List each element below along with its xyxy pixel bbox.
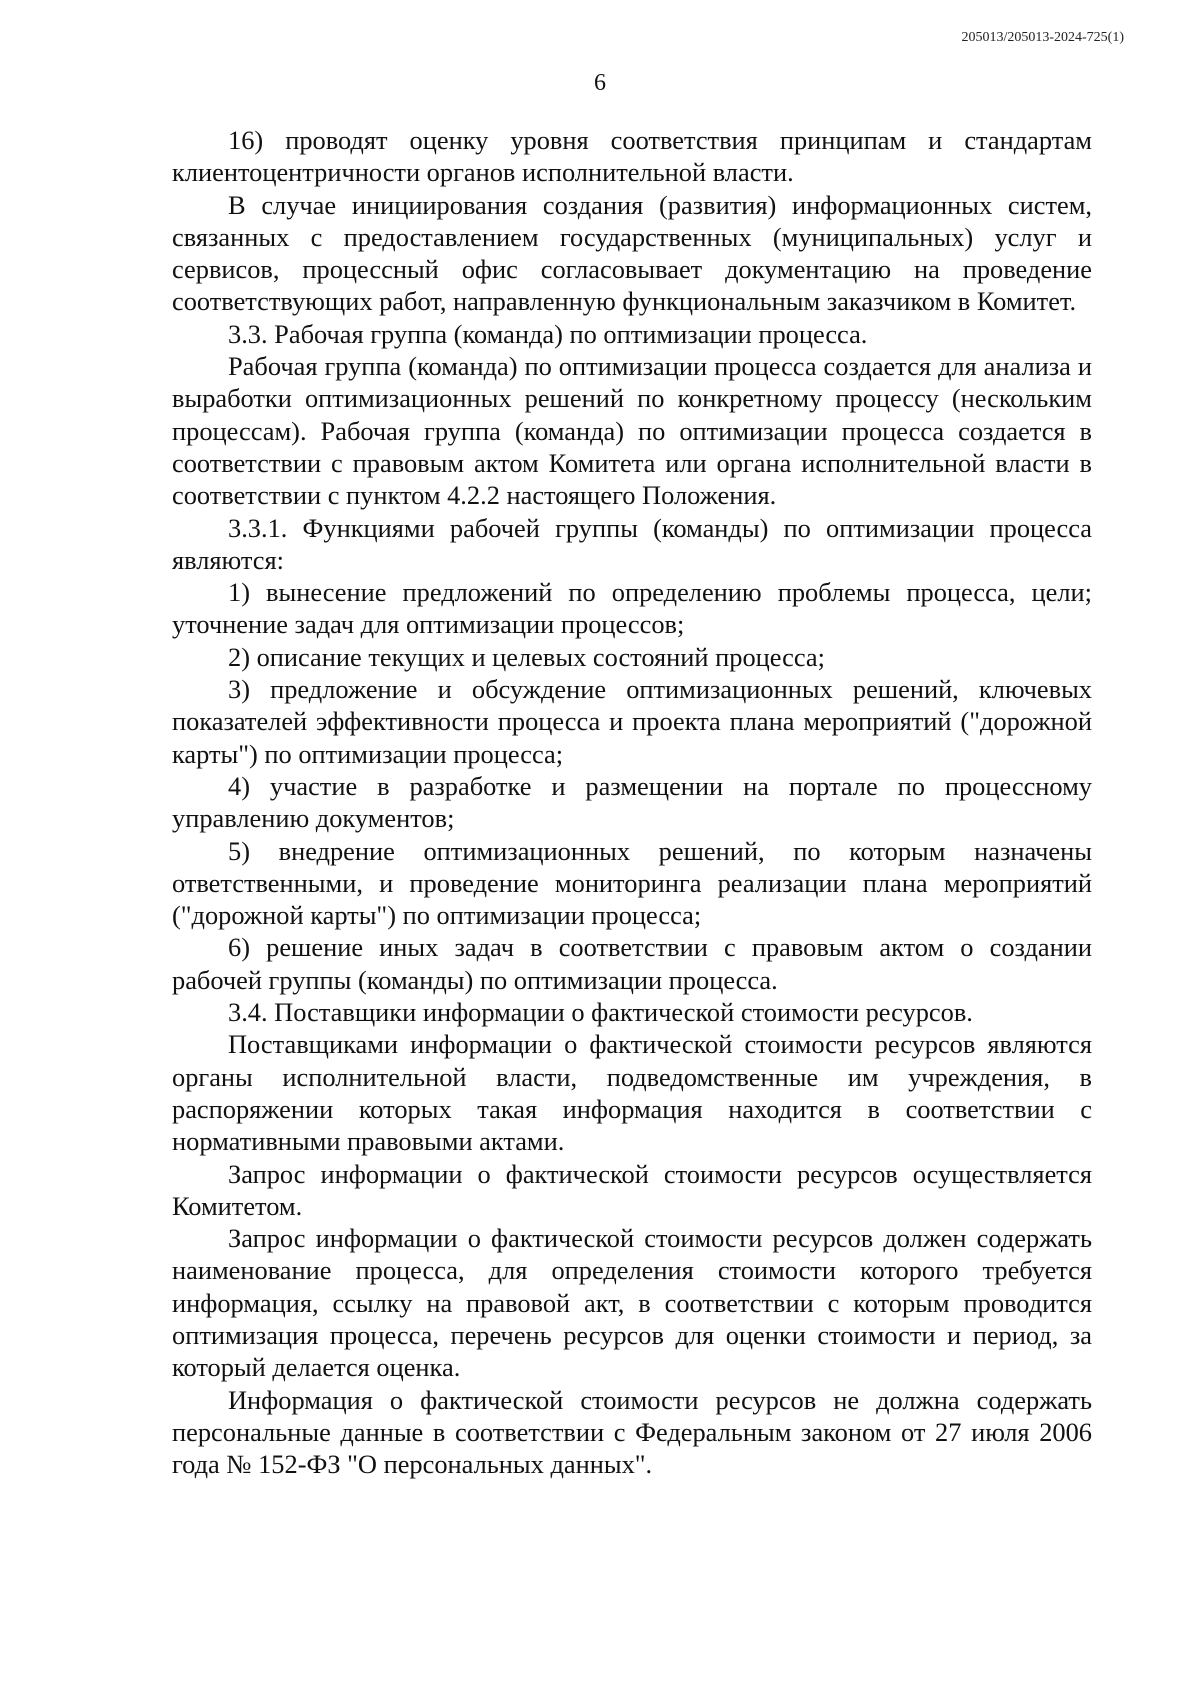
paragraph-request-contents: Запрос информации о фактической стоимости ресурсов должен содержать наименование процесса, для определения стоимости которого требуется информация, ссылку на правовой акт, в соответствии с которым проводится оптимизация процесса, перечень ресурсов для оценки стоимости и период, за который делается оценка.: [172, 1223, 1092, 1383]
section-heading-3-3: 3.3. Рабочая группа (команда) по оптимизации процесса.: [228, 318, 868, 349]
page-number: 6: [594, 70, 606, 96]
paragraph-3-3-1-functions: 3.3.1. Функциями рабочей группы (команды) по оптимизации процесса являются:: [172, 512, 1092, 575]
paragraph-suppliers: Поставщиками информации о фактической стоимости ресурсов являются органы исполнительной власти, подведомственные им учреждения, в распоряжении которых такая информация находится в соответствии с нормативными правовыми актами.: [172, 1029, 1092, 1157]
paragraph-request: Запрос информации о фактической стоимости ресурсов осуществляется Комитетом.: [172, 1158, 1092, 1221]
document-body: [172, 124, 1092, 1480]
list-item-5: 5) внедрение оптимизационных решений, по которым назначены ответственными, и проведение мониторинга реализации плана мероприятий ("дорожной карты") по оптимизации процесса;: [172, 835, 1092, 931]
paragraph-item-16: 16) проводят оценку уровня соответствия принципам и стандартам клиентоцентричности органов исполнительной власти.: [172, 125, 1092, 188]
paragraph-personal-data: Информация о фактической стоимости ресурсов не должна содержать персональные данные в соответствии с Федеральным законом от 27 июля 2006 года № 152-ФЗ "О персональных данных".: [172, 1384, 1092, 1480]
section-heading-3-4: 3.4. Поставщики информации о фактической стоимости ресурсов.: [228, 997, 973, 1028]
document-id: 205013/205013-2024-725(1): [961, 30, 1124, 45]
list-item-4: 4) участие в разработке и размещении на портале по процессному управлению документов;: [172, 770, 1092, 834]
paragraph-working-group: Рабочая группа (команда) по оптимизации процесса создается для анализа и выработки оптимизационных решений по конкретному процессу (нескольким процессам). Рабочая группа (команда) по оптимизации процесса создается в соответствии с правовым актом Комитета или органа исполнительной власти в соответствии с пунктом 4.2.2 настоящего Положения.: [172, 351, 1092, 511]
list-item-3: 3) предложение и обсуждение оптимизационных решений, ключевых показателей эффективности процесса и проекта плана мероприятий ("дорожной карты") по оптимизации процесса;: [172, 674, 1092, 769]
list-item-6: 6) решение иных задач в соответствии с правовым актом о создании рабочей группы (команды) по оптимизации процесса.: [172, 932, 1092, 995]
list-item-1: 1) вынесение предложений по определению проблемы процесса, цели; уточнение задач для оптимизации процессов;: [172, 577, 1092, 640]
list-item-2: 2) описание текущих и целевых состояний процесса;: [228, 641, 825, 672]
paragraph-information-systems: В случае инициирования создания (развития) информационных систем, связанных с предоставлением государственных (муниципальных) услуг и сервисов, процессный офис согласовывает документацию на проведение соответствующих работ, направленную функциональным заказчиком в Комитет.: [172, 189, 1092, 317]
